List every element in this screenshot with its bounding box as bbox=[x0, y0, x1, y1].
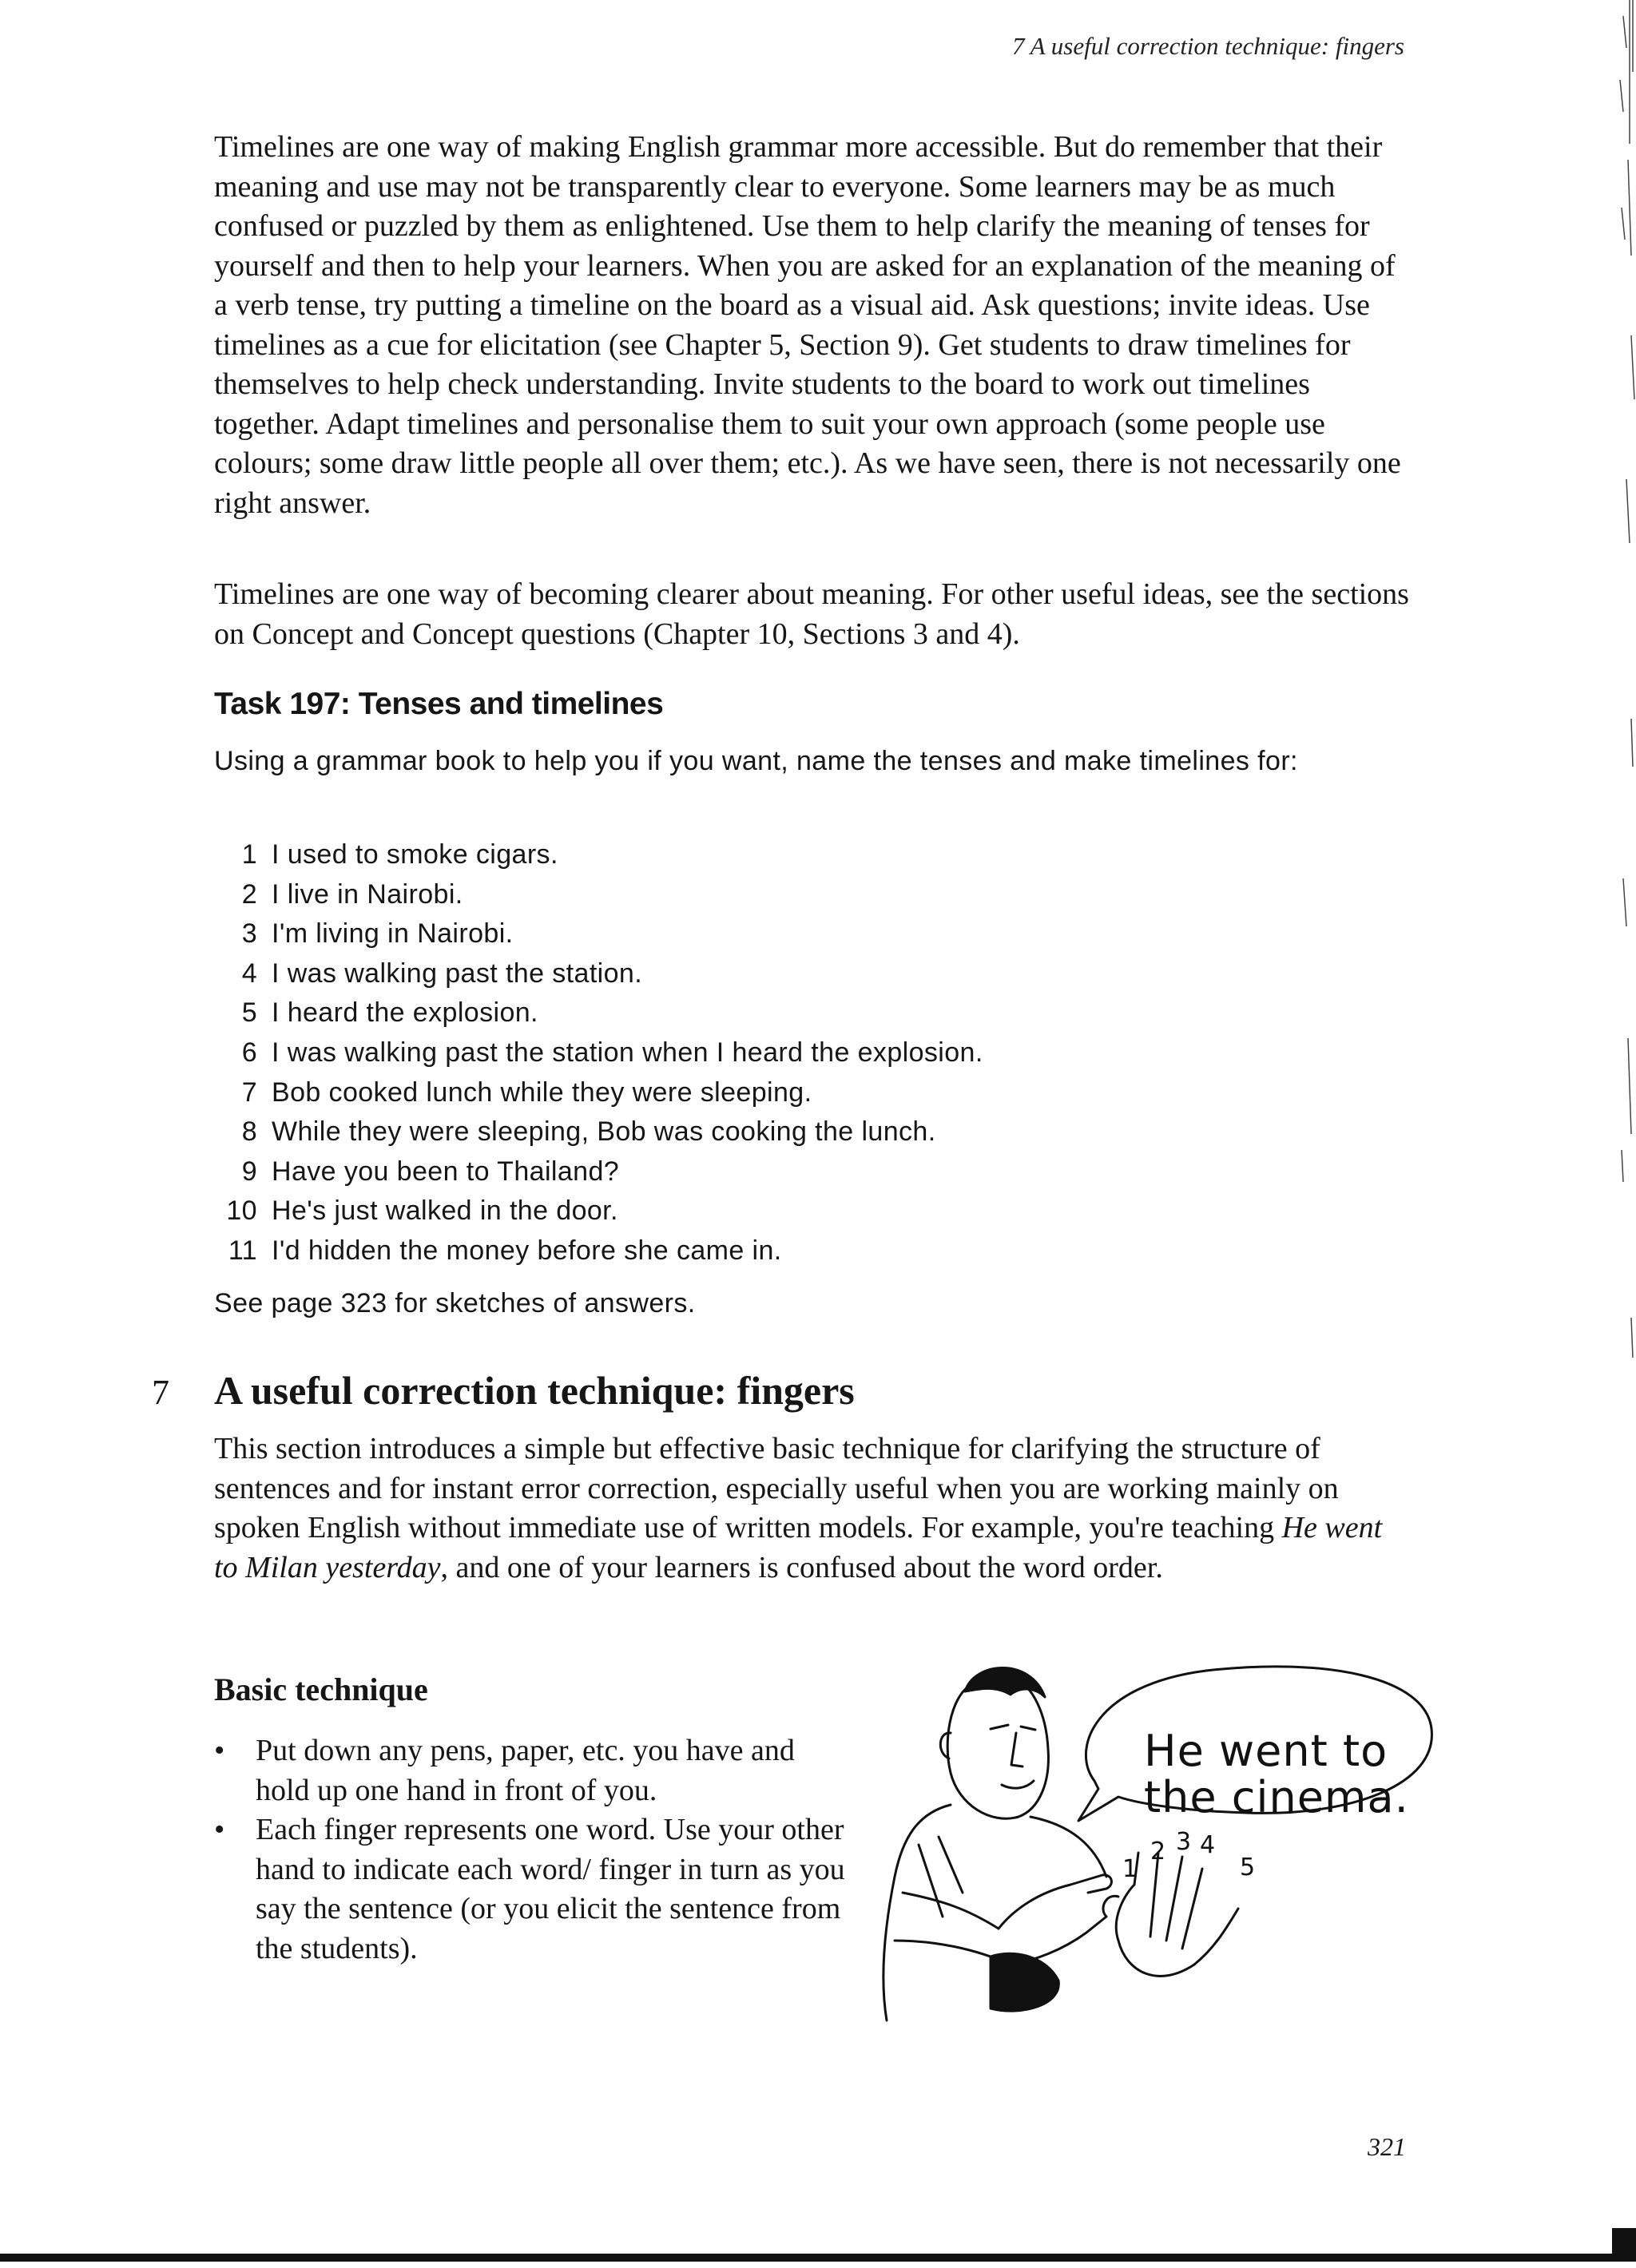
list-item: 9 Have you been to Thailand? bbox=[241, 1156, 620, 1187]
example-sentence: He went to Milan yesterday bbox=[214, 1511, 1383, 1584]
speech-line-1: He went to bbox=[1144, 1726, 1388, 1776]
timelines-summary-paragraph: Timelines are one way of becoming clearer about meaning. For other useful ideas, see the sections on Concept and Concept questions (Chapter 10, Sections 3 and 4). bbox=[214, 577, 1409, 651]
list-item: • Each finger represents one word. Use your other hand to indicate each word/ finger in turn as you say the sentence (or you elicit the sentence from the students). bbox=[214, 1810, 853, 1969]
finger-number-3: 3 bbox=[1176, 1828, 1192, 1856]
task-answer-reference: See page 323 for sketches of answers. bbox=[214, 1288, 696, 1318]
speech-line-2: the cinema. bbox=[1144, 1772, 1409, 1822]
finger-number-1: 1 bbox=[1122, 1855, 1138, 1883]
technique-bullet-list bbox=[214, 1731, 853, 1969]
task-title: Task 197: Tenses and timelines bbox=[214, 687, 664, 721]
page-number: 321 bbox=[1368, 2132, 1406, 2161]
section-title: A useful correction technique: fingers bbox=[214, 1368, 855, 1413]
list-item: 10 He's just walked in the door. bbox=[226, 1195, 618, 1227]
scan-edge-decoration bbox=[1599, 0, 1636, 2268]
pointing-hand-icon bbox=[999, 1875, 1106, 1965]
speech-bubble-text bbox=[1144, 1728, 1409, 1821]
list-item: 2 I live in Nairobi. bbox=[241, 878, 463, 910]
timelines-paragraph: Timelines are one way of making English grammar more accessible. But do remember that their meaning and use may not be transparently clear to everyone. Some learners may be as much confused or puzzled by them as enlightened. Use them to help clarify the meaning of tenses for yourself and then to help your learners. When you are asked for an explanation of the meaning of a verb tense, try putting a timeline on the board as a visual aid. Ask questions; invite ideas. Use timelines as a cue for elicitation (see Chapter 5, Section 9). Get students to draw timelines for themselves to help check understanding. Invite students to the board to work out timelines together. Adapt timelines and personalise them to suit your own approach (some people use colours; some draw little people all over them; etc.). As we have seen, there is not necessarily one right answer. bbox=[214, 130, 1401, 520]
list-item: 3 I'm living in Nairobi. bbox=[241, 918, 514, 950]
list-item: 1 I used to smoke cigars. bbox=[241, 839, 558, 870]
bullet-icon: • bbox=[214, 1813, 225, 1846]
list-item: 4 I was walking past the station. bbox=[241, 958, 643, 989]
finger-number-5: 5 bbox=[1240, 1854, 1256, 1881]
section-intro-paragraph: This section introduces a simple but effective basic technique for clarifying the structure of sentences and for instant error correction, especially useful when you are working mainly on spoken English without immediate use of written models. For example, you're teaching He went to Milan yesterday, and one of your learners is confused about the word order. bbox=[214, 1432, 1383, 1584]
teacher-fingers-illustration bbox=[831, 1653, 1454, 2036]
teacher-head-icon bbox=[947, 1673, 1048, 1818]
task-sentence-list bbox=[214, 835, 983, 1271]
finger-number-4: 4 bbox=[1200, 1831, 1216, 1859]
task-intro: Using a grammar book to help you if you want, name the tenses and make timelines for: bbox=[214, 746, 1298, 776]
bottom-rule bbox=[0, 2254, 1636, 2262]
list-item: 11 I'd hidden the money before she came in. bbox=[228, 1235, 782, 1266]
section-number: 7 bbox=[152, 1373, 169, 1412]
list-item: 6 I was walking past the station when I heard the explosion. bbox=[241, 1037, 983, 1068]
list-item: 8 While they were sleeping, Bob was cooking the lunch. bbox=[241, 1116, 936, 1148]
list-item: 5 I heard the explosion. bbox=[241, 997, 538, 1029]
bullet-icon: • bbox=[214, 1734, 225, 1767]
running-head: 7 A useful correction technique: fingers bbox=[1011, 32, 1404, 60]
list-item: • Put down any pens, paper, etc. you have and hold up one hand in front of you. bbox=[214, 1731, 853, 1810]
list-item: 7 Bob cooked lunch while they were sleeping. bbox=[241, 1077, 812, 1108]
subheading-basic-technique: Basic technique bbox=[214, 1671, 428, 1707]
finger-number-2: 2 bbox=[1150, 1838, 1166, 1866]
